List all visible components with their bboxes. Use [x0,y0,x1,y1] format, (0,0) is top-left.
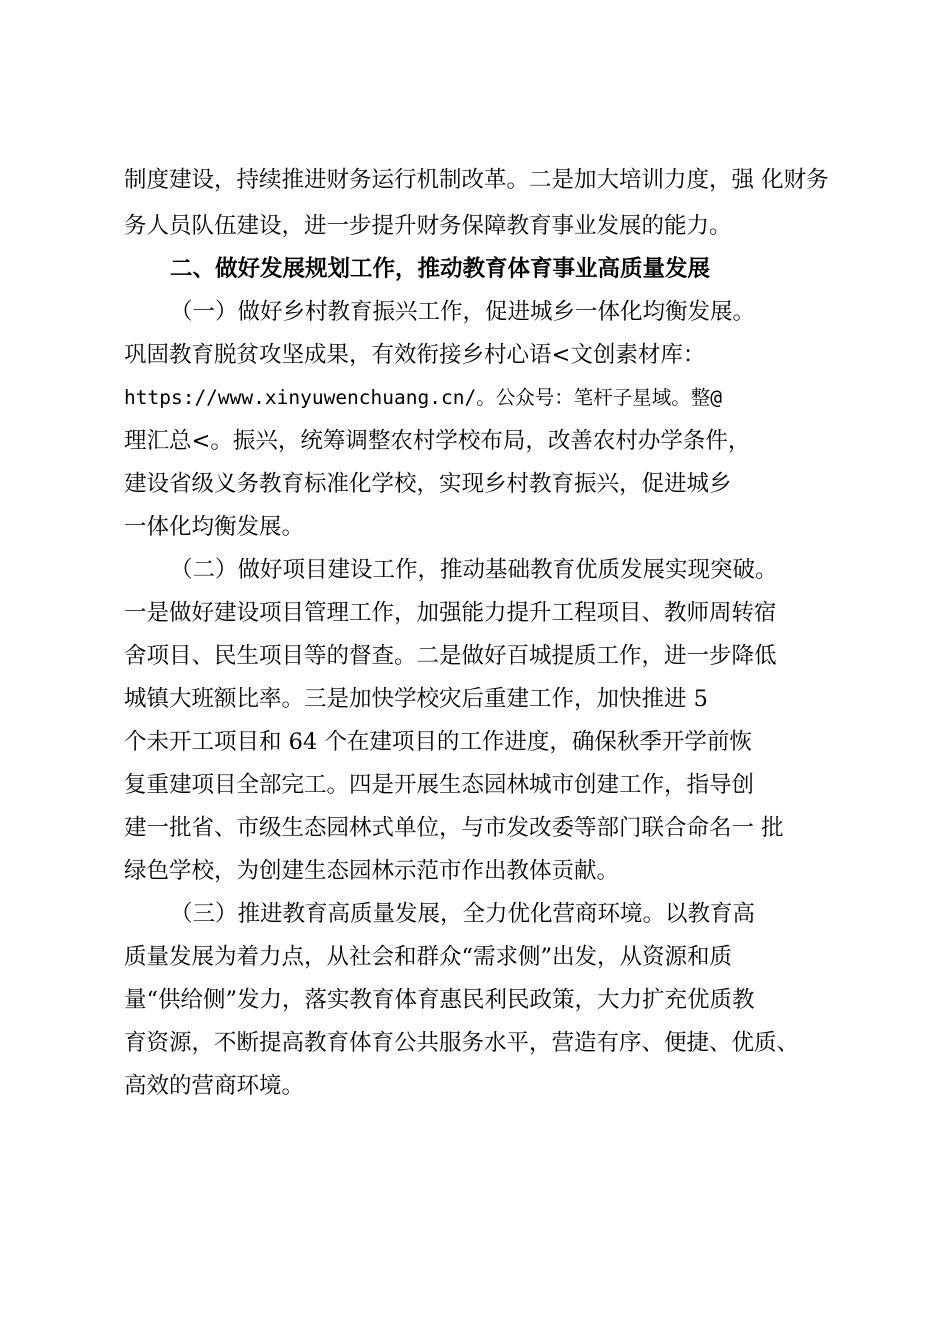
section-heading: 二、做好发展规划工作，推动教育体育事业高质量发展 [170,256,711,282]
paragraph-line: 一体化均衡发展。 [124,514,305,540]
paragraph-line: 质量发展为着力点，从社会和群众“需求侧”出发，从资源和质 [124,944,733,970]
subsection-heading: （一）做好乡村教育振兴工作，促进城乡一体化均衡发展。 [170,299,756,325]
paragraph-line: 巩固教育脱贫攻坚成果，有效衔接乡村心语<文创素材库： [124,342,706,368]
paragraph-line: 一是做好建设项目管理工作，加强能力提升工程项目、教师周转宿 [124,600,777,626]
paragraph-line: 个未开工项目和 64 个在建项目的工作进度，确保秋季开学前恢 [124,729,752,755]
paragraph-line: 高效的营商环境。 [124,1073,305,1099]
paragraph-line: 量“供给侧”发力，落实教育体育惠民利民政策，大力扩充优质教 [124,987,755,1013]
subsection-heading: （三）推进教育高质量发展，全力优化营商环境。以教育高 [170,901,756,927]
paragraph-line: 舍项目、民生项目等的督查。二是做好百城提质工作，进一步降低 [124,643,777,669]
paragraph-line: 育资源，不断提高教育体育公共服务水平，营造有序、便捷、优质、 [124,1030,800,1056]
paragraph-line: 务人员队伍建设，进一步提升财务保障教育事业发展的能力。 [124,213,732,239]
paragraph-line-url: https://www.xinyuwenchuang.cn/。公众号：笔杆子星域。整@ [124,386,722,409]
paragraph-line: 建一批省、市级生态园林式单位，与市发改委等部门联合命名一 批 [124,815,784,841]
paragraph-line: 制度建设，持续推进财务运行机制改革。二是加大培训力度，强 化财务 [124,167,829,193]
paragraph-line: 复重建项目全部完工。四是开展生态园林城市创建工作，指导创 [124,772,755,798]
subsection-heading: （二）做好项目建设工作，推动基础教育优质发展实现突破。 [170,557,778,583]
paragraph-line: 城镇大班额比率。三是加快学校灾后重建工作，加快推进 5 [124,686,708,712]
paragraph-line: 理汇总<。振兴，统筹调整农村学校布局，改善农村办学条件， [124,428,751,454]
paragraph-line: 建设省级义务教育标准化学校，实现乡村教育振兴，促进城乡 [124,471,732,497]
paragraph-line: 绿色学校，为创建生态园林示范市作出教体贡献。 [124,858,620,884]
